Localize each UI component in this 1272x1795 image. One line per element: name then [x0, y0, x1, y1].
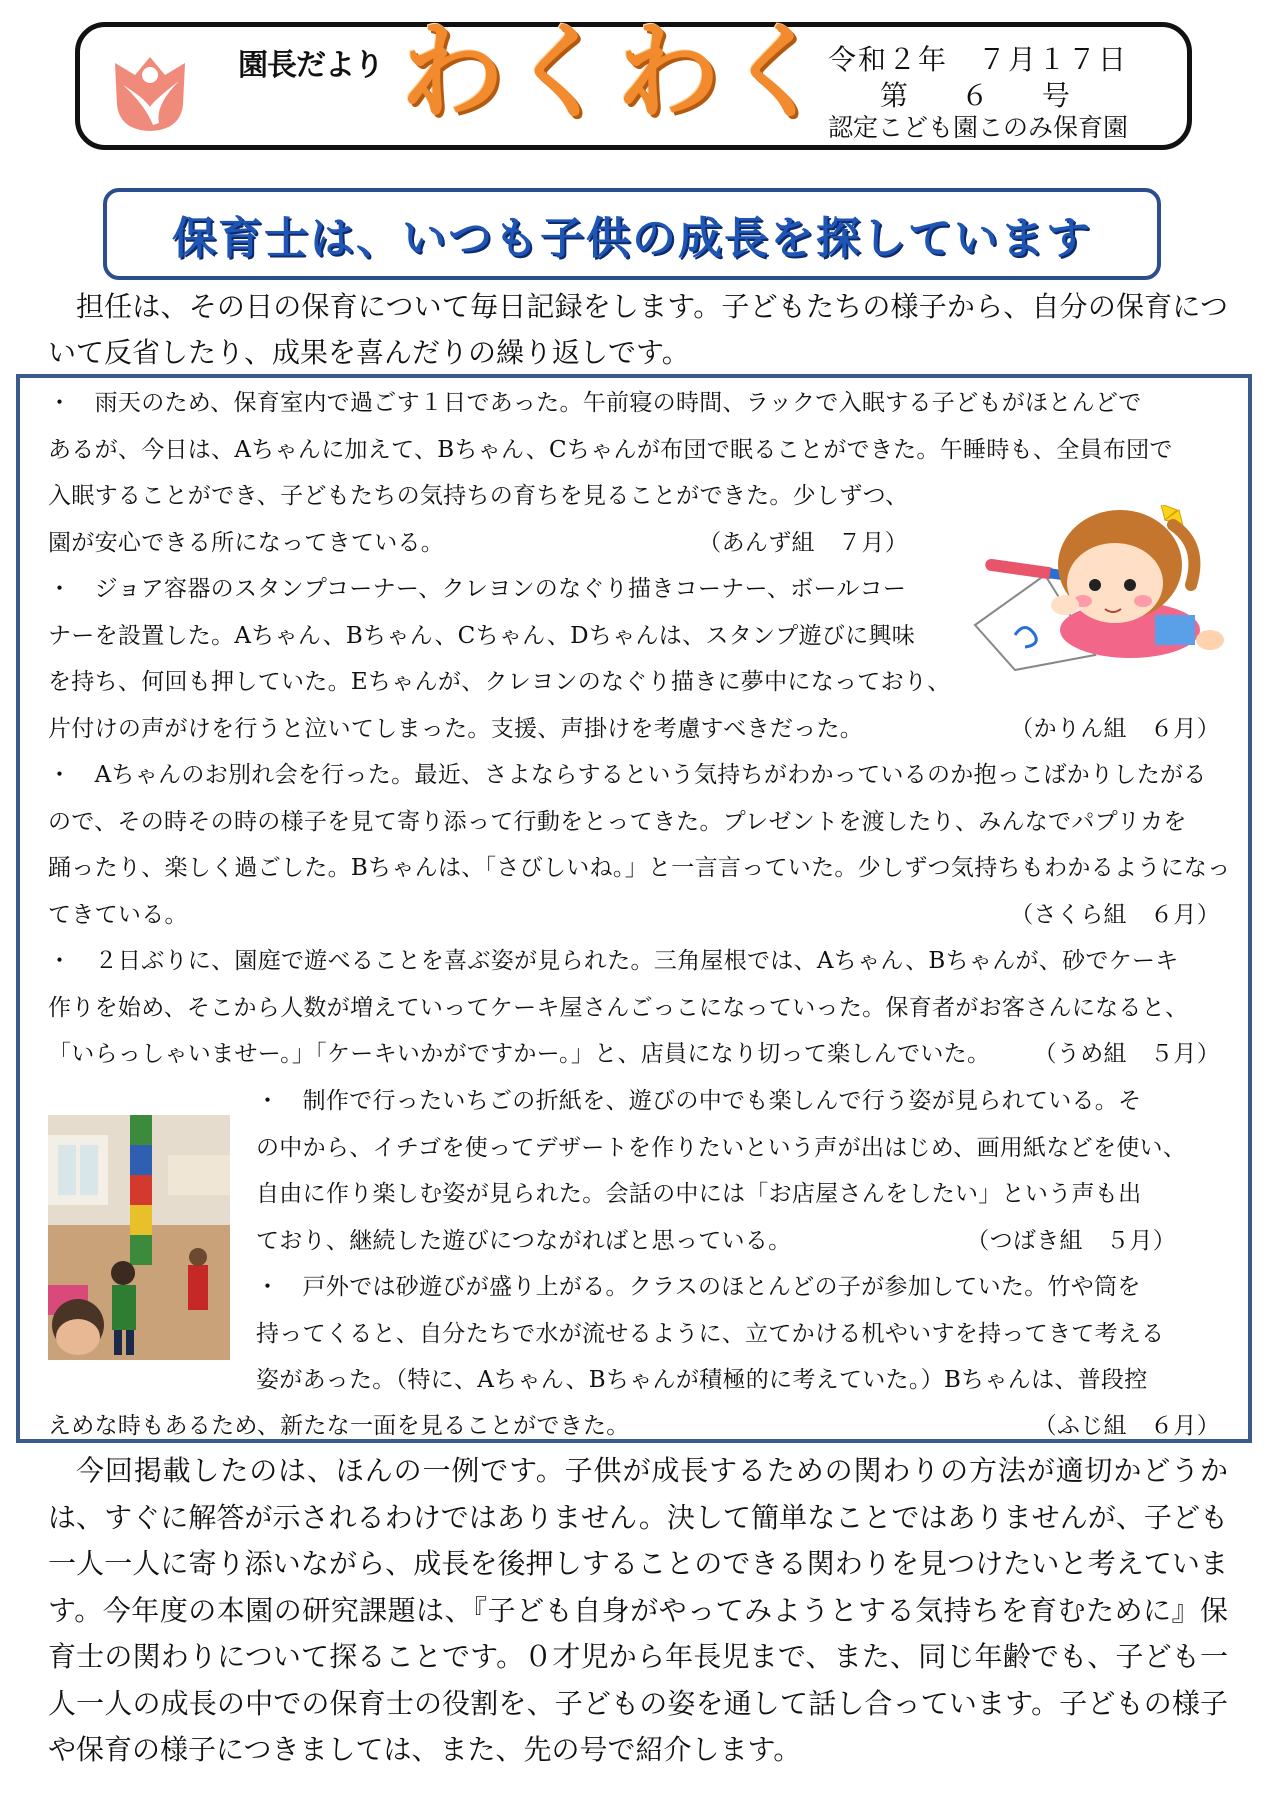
record-line: ・ 雨天のため、保育室内で過ごす１日であった。午前寝の時間、ラックで入眠する子どもがほとんどで [48, 390, 1142, 416]
record-line: ・ ２日ぶりに、園庭で遊べることを喜ぶ姿が見られた。三角屋根では、Aちゃん、Bちゃんが、砂でケーキ [48, 948, 1179, 974]
girl-drawing-illustration [955, 505, 1225, 675]
record-line: ・ ジョア容器のスタンプコーナー、クレヨンのなぐり描きコーナー、ボールコー [48, 576, 907, 602]
record-line: 片付けの声がけを行うと泣いてしまった。支援、声掛けを考慮すべきだった。 （かりん組 ６月） [48, 706, 1220, 753]
record-line: 入眠することができ、子どもたちの気持ちの育ちを見ることができた。少しずつ、 [48, 483, 909, 509]
record-line: の中から、イチゴを使ってデザートを作りたいという声が出はじめ、画用紙などを使い、 [256, 1134, 1187, 1161]
record-line: 持ってくると、自分たちで水が流せるように、立てかける机やいすを持ってきて考える [256, 1320, 1165, 1347]
record-line: ナーを設置した。Aちゃん、Bちゃん、Cちゃん、Dちゃんは、スタンプ遊びに興味 [48, 622, 916, 649]
record-signature: （かりん組 ６月） [1010, 715, 1220, 742]
intro-text: 担任は、その日の保育について毎日記録をします。子どもたちの様子から、自分の保育について反省したり、成果を喜んだりの繰り返しです。 [48, 290, 1228, 369]
record-line: 園が安心できる所になってきている。 （あんず組 ７月） [48, 520, 908, 567]
record-line: てきている。 （さくら組 ６月） [48, 892, 1220, 939]
record-line: ので、その時その時の様子を見て寄り添って行動をとってきた。プレゼントを渡したり、みんなでパプリカを [48, 808, 1187, 835]
record-line: を持ち、何回も押していた。Eちゃんが、クレヨンのなぐり描きに夢中になっており、 [48, 669, 951, 695]
newsletter-label: 園長だより [238, 48, 383, 83]
record-line: あるが、今日は、Aちゃんに加えて、Bちゃん、Cちゃんが布団で眠ることができた。午睡時も、全員布団で [48, 436, 1173, 463]
record-fuji-a [256, 1264, 1216, 1404]
issue-prefix: 第 [880, 79, 911, 112]
closing-paragraph [48, 1448, 1228, 1774]
school-name: 認定こども園このみ保育園 [828, 113, 1129, 142]
record-line: 作りを始め、そこから人数が増えていってケーキ屋さんごっこになっていった。保育者がお客さんになると、 [48, 994, 1189, 1021]
classroom-photo [48, 1115, 230, 1360]
record-signature: （つばき組 ５月） [966, 1227, 1176, 1254]
closing-text: 今回掲載したのは、ほんの一例です。子供が成長するための関わりの方法が適切かどうかは、すぐに解答が示されるわけではありません。決して簡単なことではありませんが、子ども一人一人に寄り添いながら、成長を後押しすることのできる関わりを見つけたいと考えています。今年度の本園の研究課題は、『子ども自身がやってみようとする気持ちを育むために』保育士の関わりについて探ることです。０才児から年長児まで、また、同じ年齢でも、子ども一人一人の成長の中での保育士の役割を、子どもの姿を通して話し合っています。子どもの様子や保育の様子につきましては、また、先の号で紹介します。 [48, 1454, 1228, 1766]
record-line: 「いらっしゃいませー。」「ケーキいかがですかー。」と、店員になり切って楽しんでいた。 （うめ組 ５月） [48, 1031, 1220, 1078]
headline: 保育士は、いつも子供の成長を探しています [172, 213, 1092, 264]
record-line: ・ 戸外では砂遊びが盛り上がる。クラスのほとんどの子が参加していた。竹や筒を [256, 1274, 1141, 1300]
record-signature: （さくら組 ６月） [1010, 901, 1220, 928]
record-fuji-b [48, 1403, 1220, 1450]
record-signature: （うめ組 ５月） [1033, 1041, 1220, 1067]
record-line: 姿があった。（特に、Aちゃん、Bちゃんが積極的に考えていた。）Bちゃんは、普段控 [256, 1367, 1148, 1393]
record-ume [48, 938, 1228, 1078]
record-signature: （ふじ組 ６月） [1033, 1413, 1220, 1439]
record-line: 自由に作り楽しむ姿が見られた。会話の中には「お店屋さんをしたい」という声も出 [256, 1181, 1142, 1207]
school-logo-icon [105, 45, 195, 135]
issue-date: 令和２年 ７月１７日 [828, 43, 1129, 76]
headline-box [103, 188, 1161, 280]
intro-paragraph [48, 284, 1228, 376]
record-sakura [48, 752, 1231, 938]
newsletter-title: わくわく [400, 11, 833, 133]
issue-num: ６ [960, 79, 991, 112]
record-line: ており、継続した遊びにつながればと思っている。 （つばき組 ５月） [256, 1218, 1176, 1265]
record-signature: （あんず組 ７月） [698, 529, 908, 556]
record-line: ・ Aちゃんのお別れ会を行った。最近、さよならするという気持ちがわかっているのか抱っこばかりしたがる [48, 762, 1207, 788]
record-line: ・ 制作で行ったいちごの折紙を、遊びの中でも楽しんで行う姿が見られている。そ [256, 1088, 1142, 1114]
issue-suffix: 号 [1041, 79, 1072, 112]
record-line: えめな時もあるため、新たな一面を見ることができた。 （ふじ組 ６月） [48, 1403, 1220, 1450]
record-line: 踊ったり、楽しく過ごした。Bちゃんは、「さびしいね。」と一言言っていた。少しずつ気持ちもわかるようになっ [48, 855, 1231, 881]
record-tsubaki [256, 1078, 1216, 1264]
